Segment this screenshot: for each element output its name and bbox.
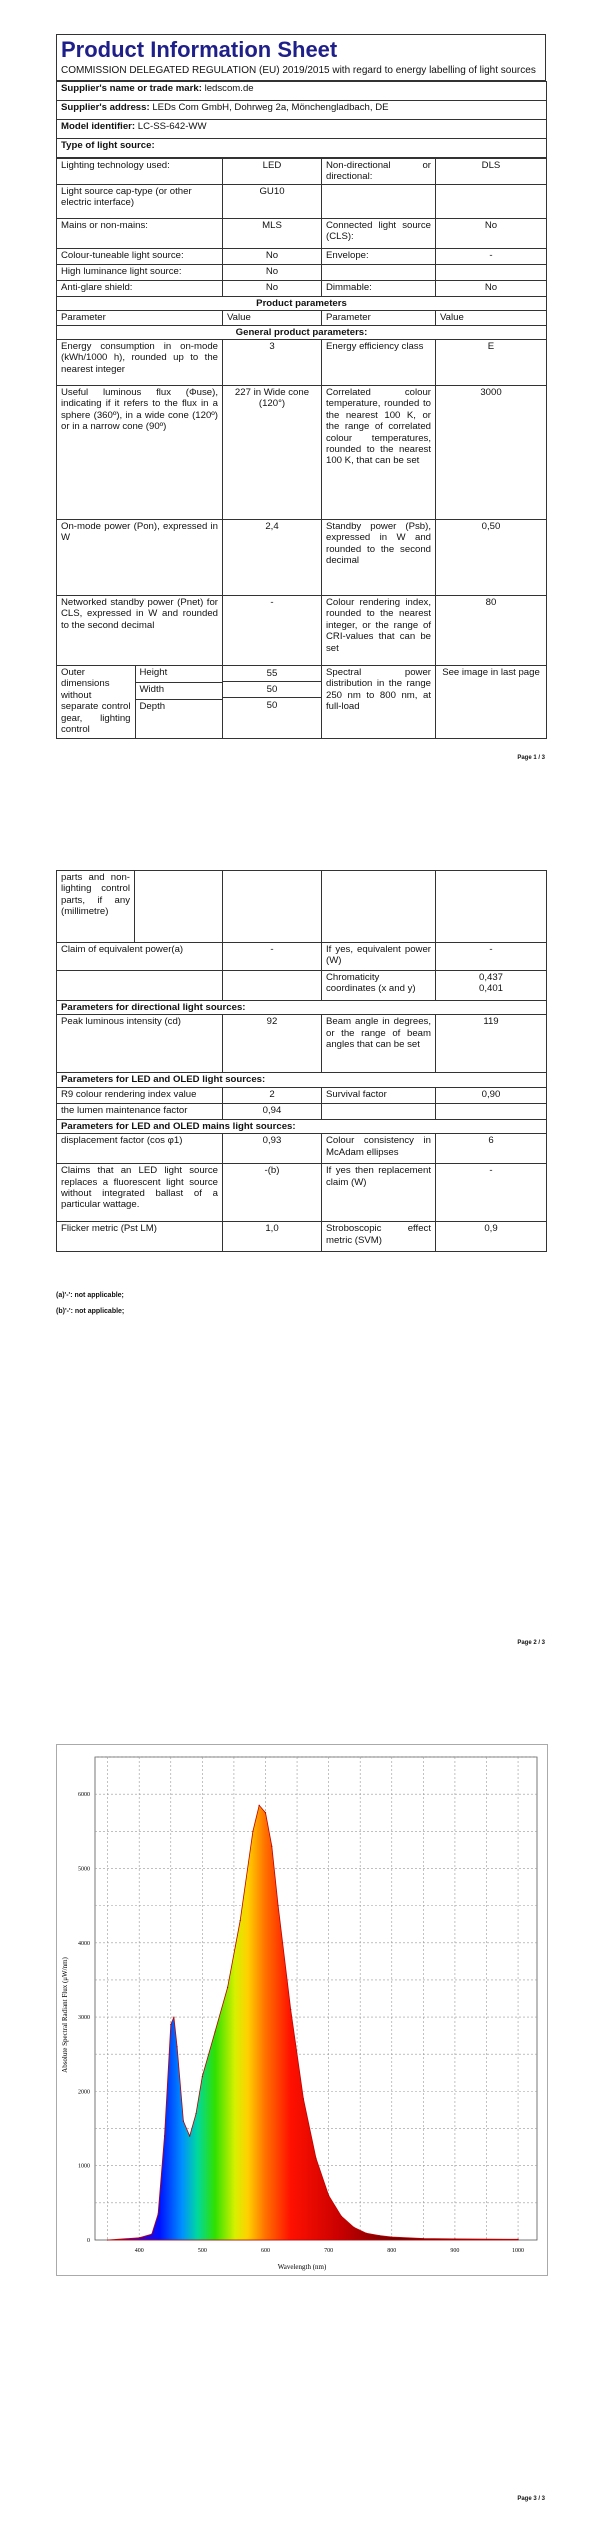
equivalent-power-claim-value: - <box>223 943 322 971</box>
equivalent-power-value: - <box>436 943 547 971</box>
spectrum-point <box>170 2024 171 2025</box>
footnotes <box>56 1288 124 1320</box>
page-2 <box>0 870 595 1670</box>
product-parameters-heading: Product parameters <box>57 296 547 310</box>
chromaticity-label: Chromaticity coordinates (x and y) <box>322 971 436 1001</box>
type-table <box>56 158 547 739</box>
spectrum-point <box>139 2237 140 2238</box>
peak-intensity-label: Peak luminous intensity (cd) <box>57 1015 223 1073</box>
equivalent-power-claim-label: Claim of equivalent power(a) <box>57 943 223 971</box>
type-row-label: Dimmable: <box>322 280 436 296</box>
x-tick-label: 900 <box>450 2248 460 2254</box>
x-tick-label: 600 <box>260 2248 270 2254</box>
survival-factor-value: 0,90 <box>436 1087 547 1103</box>
luminous-flux-value: 227 in Wide cone (120°) <box>223 386 322 520</box>
beam-angle-label: Beam angle in degrees, or the range of beam angles that can be set <box>322 1015 436 1073</box>
replacement-claim-value: - <box>436 1164 547 1222</box>
empty-cell <box>135 871 223 943</box>
type-row-label: High luminance light source: <box>57 264 223 280</box>
spectrum-point <box>278 1905 279 1906</box>
dimension-values-cell <box>223 666 322 739</box>
type-row-value: LED <box>223 159 322 185</box>
standby-power-value: 0,50 <box>436 520 547 596</box>
y-tick-label: 6000 <box>78 1792 90 1799</box>
cct-value: 3000 <box>436 386 547 520</box>
depth-label: Depth <box>139 701 166 713</box>
spectrum-point <box>183 2121 184 2122</box>
displacement-factor-label: displacement factor (cos φ1) <box>57 1134 223 1164</box>
height-value: 55 <box>223 666 321 682</box>
supplier-name-label: Supplier's name or trade mark: <box>61 83 202 94</box>
product-sheet-continued <box>56 870 546 1252</box>
type-row-label: Anti-glare shield: <box>57 280 223 296</box>
chromaticity-value: 0,437 0,401 <box>436 971 547 1001</box>
luminous-flux-label: Useful luminous flux (Φuse), indicating if it refers to the flux in a sphere (360º), in a wide cone (120º) or in a narrow cone (90º) <box>57 386 223 520</box>
energy-consumption-value: 3 <box>223 340 322 386</box>
spectrum-point <box>252 1831 253 1832</box>
peak-intensity-value: 92 <box>223 1015 322 1073</box>
efficiency-class-value: E <box>436 340 547 386</box>
col-header-value: Value <box>436 311 547 325</box>
x-axis-label: Wavelength (nm) <box>277 2263 327 2271</box>
y-tick-label: 0 <box>87 2238 90 2244</box>
footnote-b: (b)'-': not applicable; <box>56 1308 125 1315</box>
spectrum-chart <box>57 1745 547 2275</box>
spectrum-point <box>195 2113 196 2114</box>
networked-standby-label: Networked standby power (Pnet) for CLS, expressed in W and rounded to the second decimal <box>57 596 223 666</box>
type-row-label: Connected light source (CLS): <box>322 218 436 248</box>
spectrum-point <box>328 2195 329 2196</box>
spectrum-point <box>290 2009 291 2010</box>
flicker-label: Flicker metric (Pst LM) <box>57 1222 223 1252</box>
general-parameters-heading: General product parameters: <box>57 325 547 339</box>
empty-cell <box>223 871 322 943</box>
spectrum-chart-frame <box>56 1744 548 2276</box>
colour-consistency-label: Colour consistency in McAdam ellipses <box>322 1134 436 1164</box>
fluorescent-claim-label: Claims that an LED light source replaces a fluorescent light source without integrated ballast of a particular wattage. <box>57 1164 223 1222</box>
footnote-a: (a)'-': not applicable; <box>56 1292 124 1299</box>
x-tick-label: 1000 <box>512 2248 525 2254</box>
page-number: Page 1 / 3 <box>517 755 545 761</box>
type-row-value <box>436 184 547 218</box>
lumen-maintenance-label: the lumen maintenance factor <box>57 1103 223 1119</box>
type-row-label: Light source cap-type (or other electric interface) <box>57 184 223 218</box>
type-row-value: - <box>436 248 547 264</box>
y-tick-label: 4000 <box>78 1940 90 1947</box>
width-label: Width <box>135 683 222 700</box>
svm-label: Stroboscopic effect metric (SVM) <box>322 1222 436 1252</box>
page-number: Page 2 / 3 <box>517 1640 545 1646</box>
on-mode-power-label: On-mode power (Pon), expressed in W <box>57 520 223 596</box>
type-row-label: Lighting technology used: <box>57 159 223 185</box>
page-1 <box>0 0 595 820</box>
col-header-value: Value <box>223 311 322 325</box>
page-number: Page 3 / 3 <box>517 2496 545 2502</box>
type-row-value: No <box>223 280 322 296</box>
spectrum-point <box>189 2135 190 2136</box>
colour-consistency-value: 6 <box>436 1134 547 1164</box>
supplier-address-label: Supplier's address: <box>61 102 150 113</box>
cri-value: 80 <box>436 596 547 666</box>
depth-value: 50 <box>266 700 278 712</box>
spectrum-point <box>173 2016 174 2017</box>
spectrum-point <box>315 2158 316 2159</box>
standby-power-label: Standby power (Psb), expressed in W and rounded to the second decimal <box>322 520 436 596</box>
spectrum-point <box>271 1846 272 1847</box>
empty-cell <box>322 871 436 943</box>
type-row-value: No <box>436 218 547 248</box>
y-axis-label: Absolute Spectral Radiant Flux (μW/nm) <box>61 1957 69 2073</box>
survival-factor-label: Survival factor <box>322 1087 436 1103</box>
supplier-name: ledscom.de <box>204 83 254 94</box>
type-row-value: No <box>223 248 322 264</box>
spectrum-point <box>517 2239 518 2240</box>
flicker-value: 1,0 <box>223 1222 322 1252</box>
page-3 <box>0 1700 595 2526</box>
equivalent-power-label: If yes, equivalent power (W) <box>322 943 436 971</box>
spectrum-point <box>202 2076 203 2077</box>
svm-value: 0,9 <box>436 1222 547 1252</box>
empty-cell <box>223 971 322 1001</box>
page-title: Product Information Sheet <box>61 37 338 62</box>
dimensions-table <box>57 666 222 738</box>
spectrum-point <box>240 1920 241 1921</box>
model-identifier: LC-SS-642-WW <box>137 121 207 132</box>
spectrum-point <box>151 2233 152 2234</box>
width-value: 50 <box>223 682 321 698</box>
model-label: Model identifier: <box>61 121 136 132</box>
type-row-label: Non-directional or directional: <box>322 159 436 185</box>
y-tick-label: 3000 <box>78 2015 90 2022</box>
cri-label: Colour rendering index, rounded to the nearest integer, or the range of CRI-values that can be set <box>322 596 436 666</box>
spectrum-point <box>454 2238 455 2239</box>
efficiency-class-label: Energy efficiency class <box>322 340 436 386</box>
type-row-label: Mains or non-mains: <box>57 218 223 248</box>
product-sheet <box>56 34 546 739</box>
y-tick-label: 5000 <box>78 1866 90 1873</box>
type-row-value: DLS <box>436 159 547 185</box>
regulation-subtitle: COMMISSION DELEGATED REGULATION (EU) 2019/2015 with regard to energy labelling of light sources <box>61 65 536 76</box>
led-heading: Parameters for LED and OLED light sources: <box>57 1073 547 1087</box>
spectrum-point <box>423 2238 424 2239</box>
empty-cell <box>57 971 223 1001</box>
col-header-parameter: Parameter <box>322 311 436 325</box>
empty-cell <box>322 1103 436 1119</box>
cct-label: Correlated colour temperature, rounded to the nearest 100 K, or the range of correlated colour temperatures, rounded to the nearest 100 K, that can be set <box>322 386 436 520</box>
networked-standby-value: - <box>223 596 322 666</box>
spectrum-point <box>379 2235 380 2236</box>
x-tick-label: 400 <box>134 2248 144 2254</box>
spectrum-point <box>341 2216 342 2217</box>
type-row-label <box>322 184 436 218</box>
spd-value: See image in last page <box>436 666 547 739</box>
type-row-value <box>436 264 547 280</box>
dimensions-label: Outer dimensions without separate control gear, lighting control <box>57 666 135 738</box>
r9-label: R9 colour rendering index value <box>57 1087 223 1103</box>
energy-consumption-label: Energy consumption in on-mode (kWh/1000 h), rounded up to the nearest integer <box>57 340 223 386</box>
directional-heading: Parameters for directional light sources: <box>57 1001 547 1015</box>
spectrum-point <box>353 2227 354 2228</box>
spectrum-point <box>107 2239 108 2240</box>
empty-cell <box>436 1103 547 1119</box>
fluorescent-claim-value: -(b) <box>223 1164 322 1222</box>
type-heading: Type of light source: <box>57 139 547 158</box>
height-label: Height <box>135 666 222 683</box>
x-tick-label: 800 <box>387 2248 397 2254</box>
type-row-value: No <box>223 264 322 280</box>
displacement-factor-value: 0,93 <box>223 1134 322 1164</box>
spd-label: Spectral power distribution in the range 250 nm to 800 nm, at full-load <box>322 666 436 739</box>
dimensions-label-continued: parts and non-lighting control parts, if any (millimetre) <box>57 871 135 943</box>
spectrum-point <box>366 2233 367 2234</box>
continued-table <box>56 870 547 1252</box>
replacement-claim-label: If yes then replacement claim (W) <box>322 1164 436 1222</box>
on-mode-power-value: 2,4 <box>223 520 322 596</box>
sheet-header <box>56 34 546 81</box>
spectrum-point <box>227 1987 228 1988</box>
info-table <box>56 81 547 158</box>
spectrum-point <box>391 2236 392 2237</box>
lumen-maintenance-value: 0,94 <box>223 1103 322 1119</box>
spectrum-point <box>303 2098 304 2099</box>
spectrum-point <box>259 1805 260 1806</box>
x-tick-label: 500 <box>197 2248 207 2254</box>
type-row-label <box>322 264 436 280</box>
spectrum-point <box>164 2135 165 2136</box>
type-row-value: MLS <box>223 218 322 248</box>
spectrum-point <box>158 2213 159 2214</box>
type-row-value: GU10 <box>223 184 322 218</box>
mains-heading: Parameters for LED and OLED mains light sources: <box>57 1119 547 1133</box>
y-tick-label: 1000 <box>78 2163 90 2170</box>
spectrum-point <box>214 2031 215 2032</box>
supplier-address: LEDs Com GmbH, Dohrweg 2a, Mönchengladbach, DE <box>152 102 389 113</box>
empty-cell <box>436 871 547 943</box>
col-header-parameter: Parameter <box>57 311 223 325</box>
type-row-value: No <box>436 280 547 296</box>
type-row-label: Envelope: <box>322 248 436 264</box>
r9-value: 2 <box>223 1087 322 1103</box>
type-row-label: Colour-tuneable light source: <box>57 248 223 264</box>
dimensions-cell <box>57 666 223 739</box>
y-tick-label: 2000 <box>78 2089 90 2096</box>
spectrum-point <box>265 1812 266 1813</box>
x-tick-label: 700 <box>324 2248 334 2254</box>
beam-angle-value: 119 <box>436 1015 547 1073</box>
spectrum-point <box>176 2046 177 2047</box>
